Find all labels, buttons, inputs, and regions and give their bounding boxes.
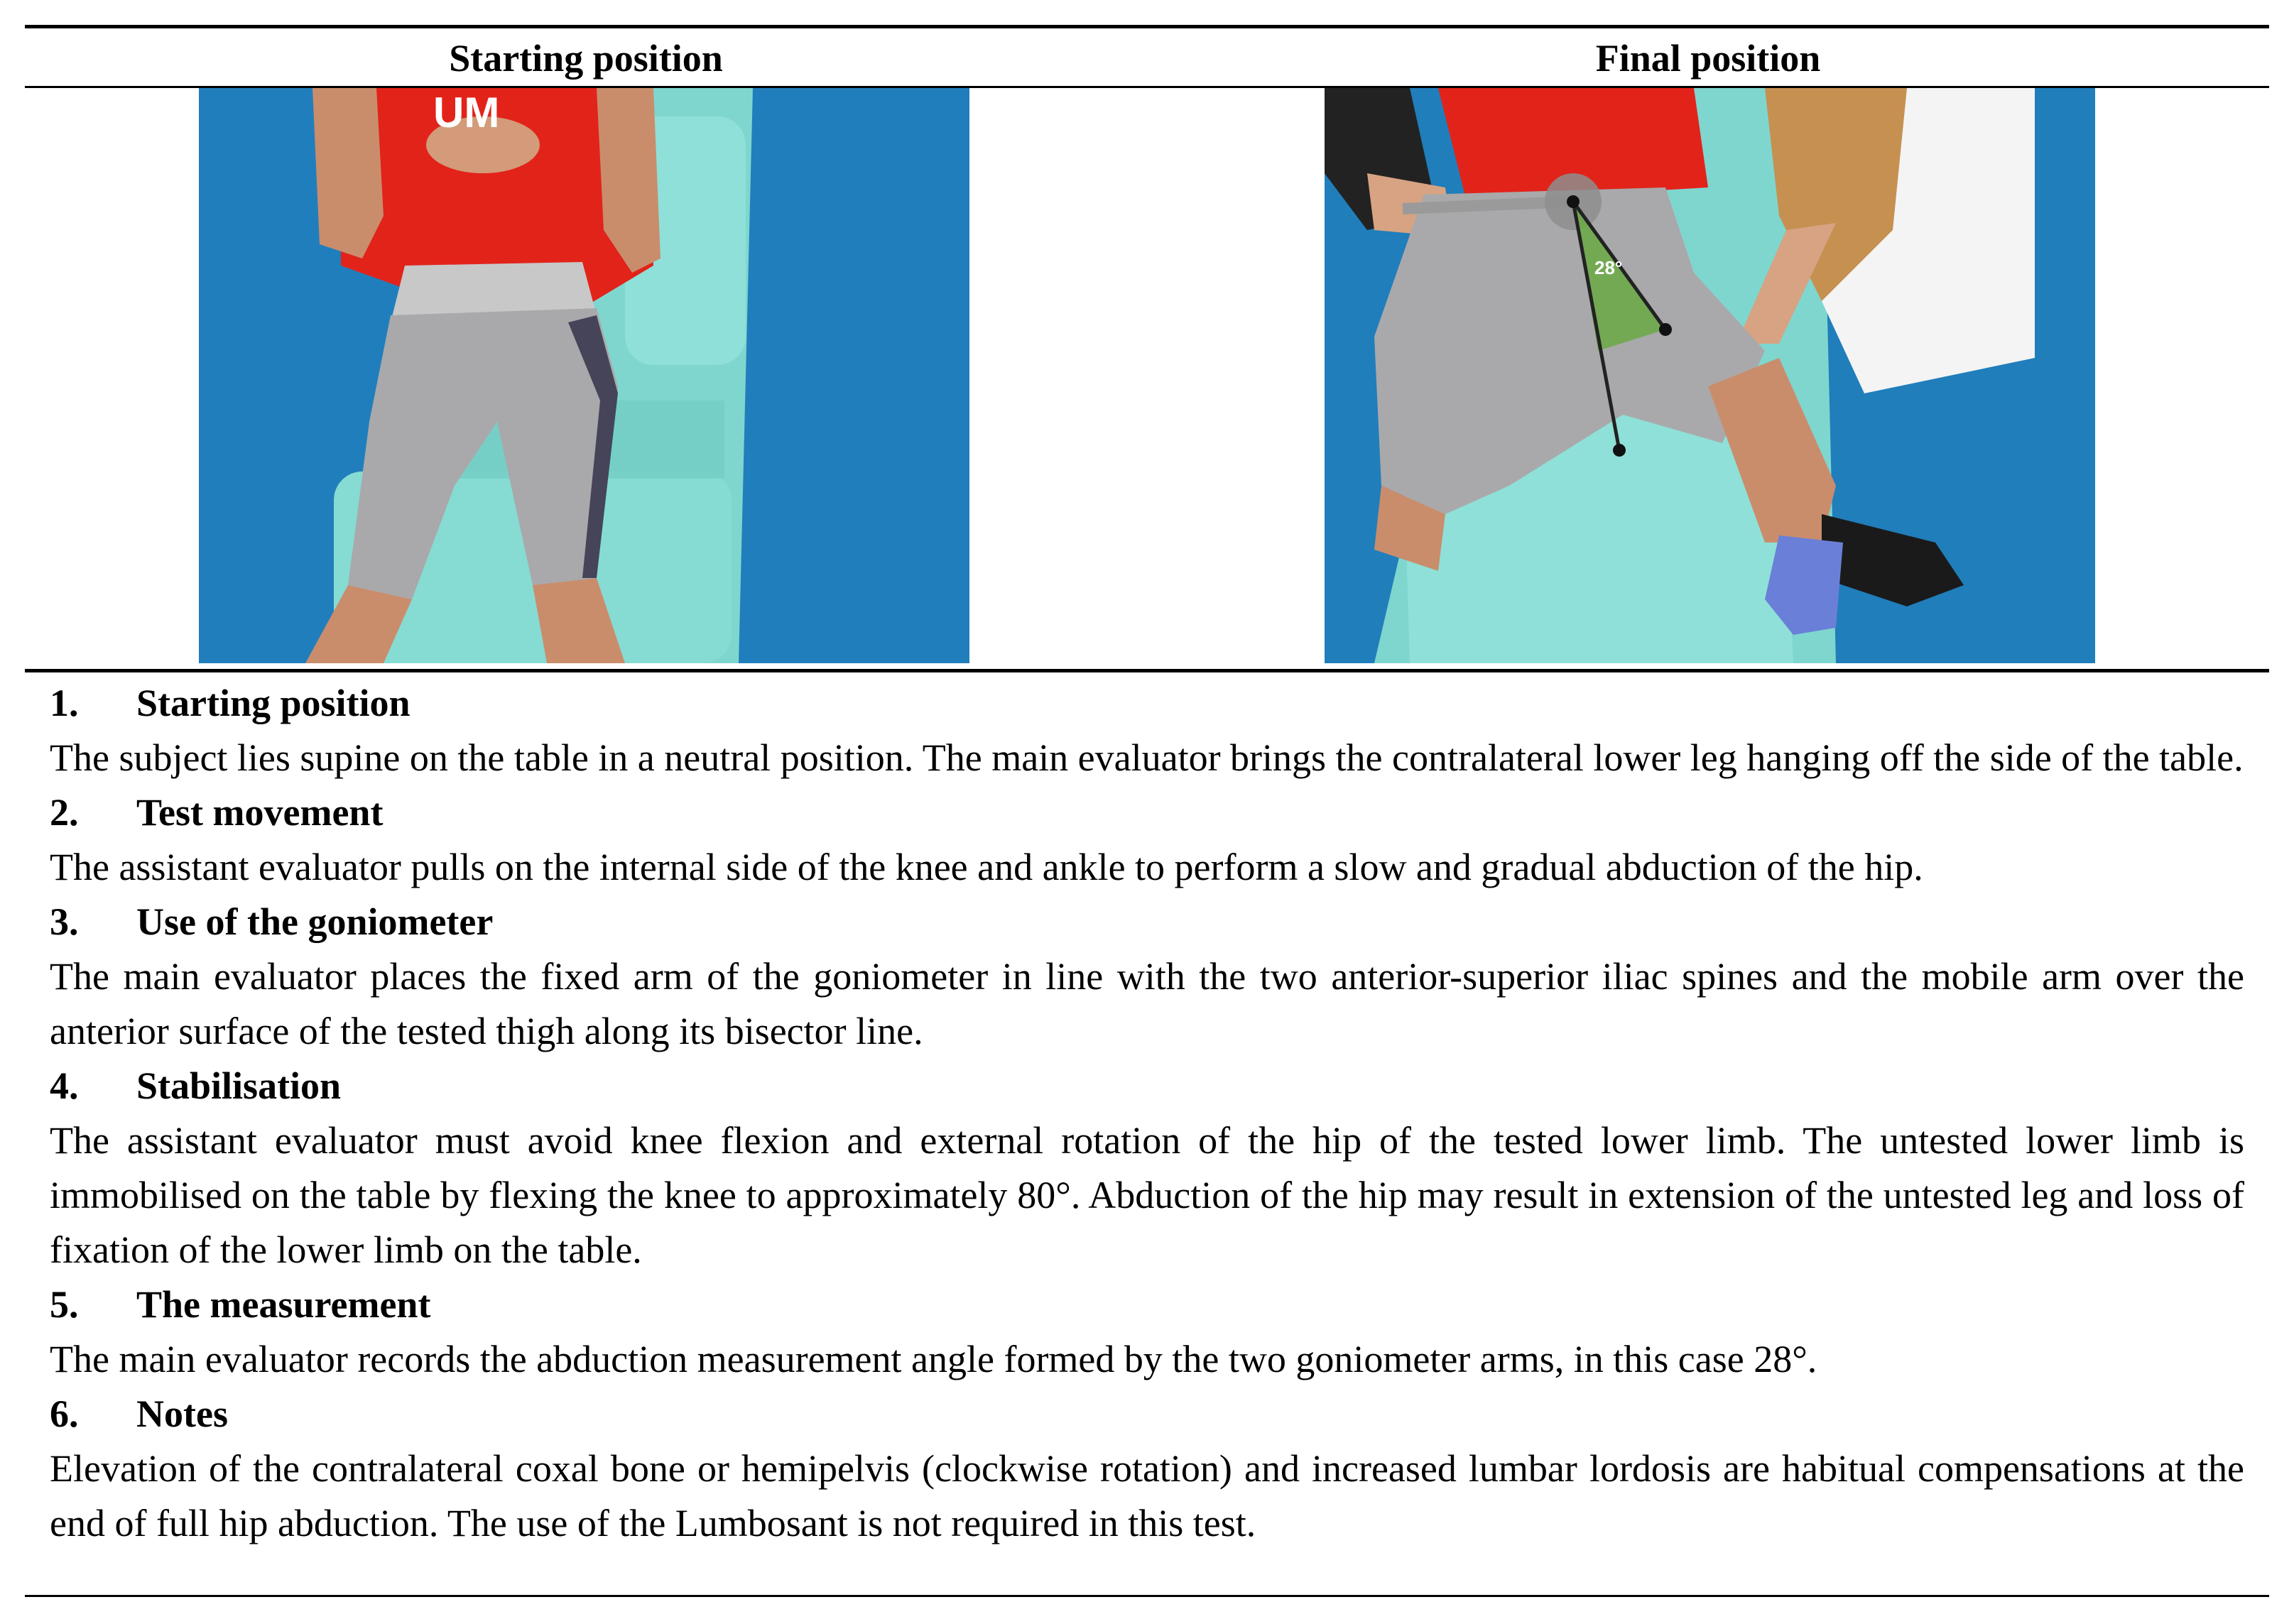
photo-bottom-rule (25, 669, 2269, 672)
procedure-steps (50, 676, 2244, 1551)
step-text: The assistant evaluator must avoid knee flexion and external rotation of the hip of the tested lower limb. The untested lower limb is immobilised on the table by flexing the knee to approximately 80°. Abduction of the hip may result in extension of the untested leg and loss of fixation of the lower limb on the table. (50, 1119, 2244, 1271)
step-4 (50, 1059, 2244, 1277)
step-title: Test movement (136, 791, 384, 834)
step-text: The main evaluator places the fixed arm of the goniometer in line with the two anterior-superior iliac spines and the mobile arm over the anterior surface of the tested thigh along its bisector line. (50, 955, 2244, 1052)
step-number: 4. (50, 1064, 79, 1107)
table-top-rule (25, 25, 2269, 28)
step-text: The subject lies supine on the table in a neutral position. The main evaluator brings the contralateral lower leg hanging off the side of the table. (50, 736, 2244, 779)
step-2 (50, 785, 2244, 895)
step-number: 3. (50, 900, 79, 943)
step-number: 1. (50, 682, 79, 724)
step-5 (50, 1277, 2244, 1387)
step-number: 2. (50, 791, 79, 834)
step-title: The measurement (136, 1283, 431, 1326)
starting-position-header: Starting position (449, 37, 723, 80)
step-number: 5. (50, 1283, 79, 1326)
step-3 (50, 895, 2244, 1059)
step-1 (50, 676, 2244, 785)
shirt-logo: UM (433, 89, 500, 136)
final-position-header: Final position (1595, 37, 1821, 80)
goniometer-angle-label: 28° (1594, 257, 1623, 278)
step-text: The assistant evaluator pulls on the internal side of the knee and ankle to perform a slow and gradual abduction of the hip. (50, 846, 1923, 888)
step-6 (50, 1387, 2244, 1551)
step-number: 6. (50, 1393, 79, 1435)
step-title: Starting position (136, 682, 411, 724)
step-title: Use of the goniometer (136, 900, 494, 943)
starting-position-photo (199, 88, 969, 663)
final-position-photo (1325, 88, 2095, 663)
table-bottom-rule (25, 1595, 2269, 1597)
step-title: Stabilisation (136, 1064, 342, 1107)
step-text: The main evaluator records the abduction measurement angle formed by the two goniometer arms, in this case 28°. (50, 1338, 1817, 1380)
step-text: Elevation of the contralateral coxal bone or hemipelvis (clockwise rotation) and increased lumbar lordosis are habitual compensations at the end of full hip abduction. The use of the Lumbosant is not required in this test. (50, 1447, 2244, 1544)
step-title: Notes (136, 1393, 228, 1435)
